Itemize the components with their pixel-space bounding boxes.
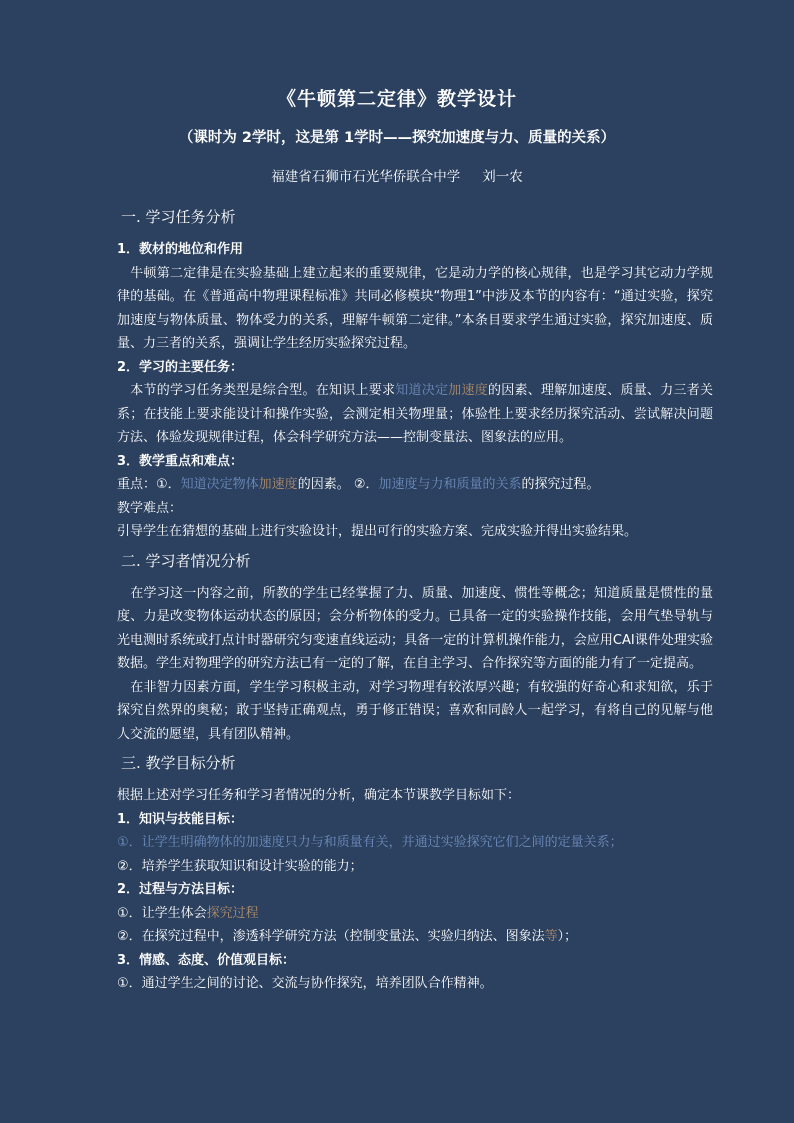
paragraph-1-1: 牛顿第二定律是在实验基础上建立起来的重要规律，它是动力学的核心规律，也是学习其它动力学规律的基础。在《普通高中物理课程标准》共同必修模块“物理1”中涉及本节的内容有：“通过实验，探究加速度与物体质量、物体受力的关系，理解牛顿第二定律。”本条目要求学生通过实验，探究加速度、质量、力三者的关系，强调让学生经历实验探究过程。: [117, 265, 713, 351]
objective-item: ①．让学生明确物体的加速度只力与和质量有关，并通过实验探究它们之间的定量关系；: [117, 835, 623, 850]
subheading-3-2: 2．过程与方法目标：: [117, 882, 244, 897]
objective-item: ①．让学生体会探究过程: [117, 905, 259, 921]
highlight-link[interactable]: 知道决定物体: [180, 477, 259, 492]
difficulty-text: 引导学生在猜想的基础上进行实验设计，提出可行的实验方案、完成实验并得出实验结果。: [117, 524, 638, 539]
highlight-link[interactable]: 等: [544, 929, 558, 944]
objective-item: ②．在探究过程中，渗透科学研究方法（控制变量法、实验归纳法、图象法等）；: [117, 929, 578, 944]
highlight-link[interactable]: 探究过程: [206, 905, 259, 921]
author-line: [0, 166, 794, 190]
author-name: 刘一农: [482, 169, 523, 185]
highlight-link[interactable]: 加速度与力和质量的关系: [378, 477, 522, 492]
section-heading-2: 二. 学习者情况分析: [121, 551, 251, 570]
document-subtitle: （课时为 2学时，这是第 1学时——探究加速度与力、质量的关系）: [178, 130, 616, 146]
section-heading-1: 一. 学习任务分析: [121, 208, 236, 226]
subheading-1-3: 3．教学重点和难点：: [117, 453, 244, 469]
key-points: 重点：①．知道决定物体加速度的因素。 ②．加速度与力和质量的关系的探究过程。: [117, 477, 600, 492]
highlight-link[interactable]: 知道决定: [395, 383, 449, 398]
difficulty-label: 教学难点：: [117, 500, 183, 516]
document-body: [117, 204, 713, 996]
subheading-1-2: 2．学习的主要任务：: [117, 359, 244, 375]
subheading-3-3: 3．情感、态度、价值观目标：: [117, 952, 296, 968]
objectives-intro: 根据上述对学习任务和学习者情况的分析，确定本节课教学目标如下：: [117, 788, 521, 803]
objective-item: ②．培养学生获取知识和设计实验的能力；: [117, 858, 363, 874]
paragraph-2-2: 在非智力因素方面，学生学习积极主动，对学习物理有较浓厚兴趣；有较强的好奇心和求知欲，乐于探究自然界的奥秘；敢于坚持正确观点，勇于修正错误；喜欢和同龄人一起学习，有将自己的见解与他人交流的愿望，具有团队精神。: [117, 679, 713, 742]
highlight-link[interactable]: 加速度: [258, 477, 298, 492]
author-school: 福建省石狮市石光华侨联合中学: [271, 169, 461, 185]
section-heading-3: 三. 教学目标分析: [121, 754, 236, 772]
paragraph-1-2: 本节的学习任务类型是综合型。在知识上要求知道决定加速度的因素、理解加速度、质量、力三者关系；在技能上要求能设计和操作实验，会测定相关物理量；体验性上要求经历探究活动、尝试解决问题方法、体验发现规律过程，体会科学研究方法——控制变量法、图象法的应用。: [117, 383, 713, 445]
subheading-3-1: 1．知识与技能目标：: [117, 811, 244, 827]
highlight-link[interactable]: 加速度: [448, 383, 488, 398]
subheading-1-1: 1．教材的地位和作用: [117, 242, 244, 257]
objective-item: ①．通过学生之间的讨论、交流与协作探究，培养团队合作精神。: [117, 976, 493, 991]
document-title: 《牛顿第二定律》教学设计: [276, 88, 517, 110]
paragraph-2-1: 在学习这一内容之前，所教的学生已经掌握了力、质量、加速度、惯性等概念；知道质量是惯性的量度、力是改变物体运动状态的原因；会分析物体的受力。已具备一定的实验操作技能，会用气垫导轨与光电测时系统或打点计时器研究匀变速直线运动；具备一定的计算机操作能力，会应用CAI课件处理实验数据。学生对物理学的研究方法已有一定的了解，在自主学习、合作探究等方面的能力有了一定提高。: [117, 585, 713, 671]
